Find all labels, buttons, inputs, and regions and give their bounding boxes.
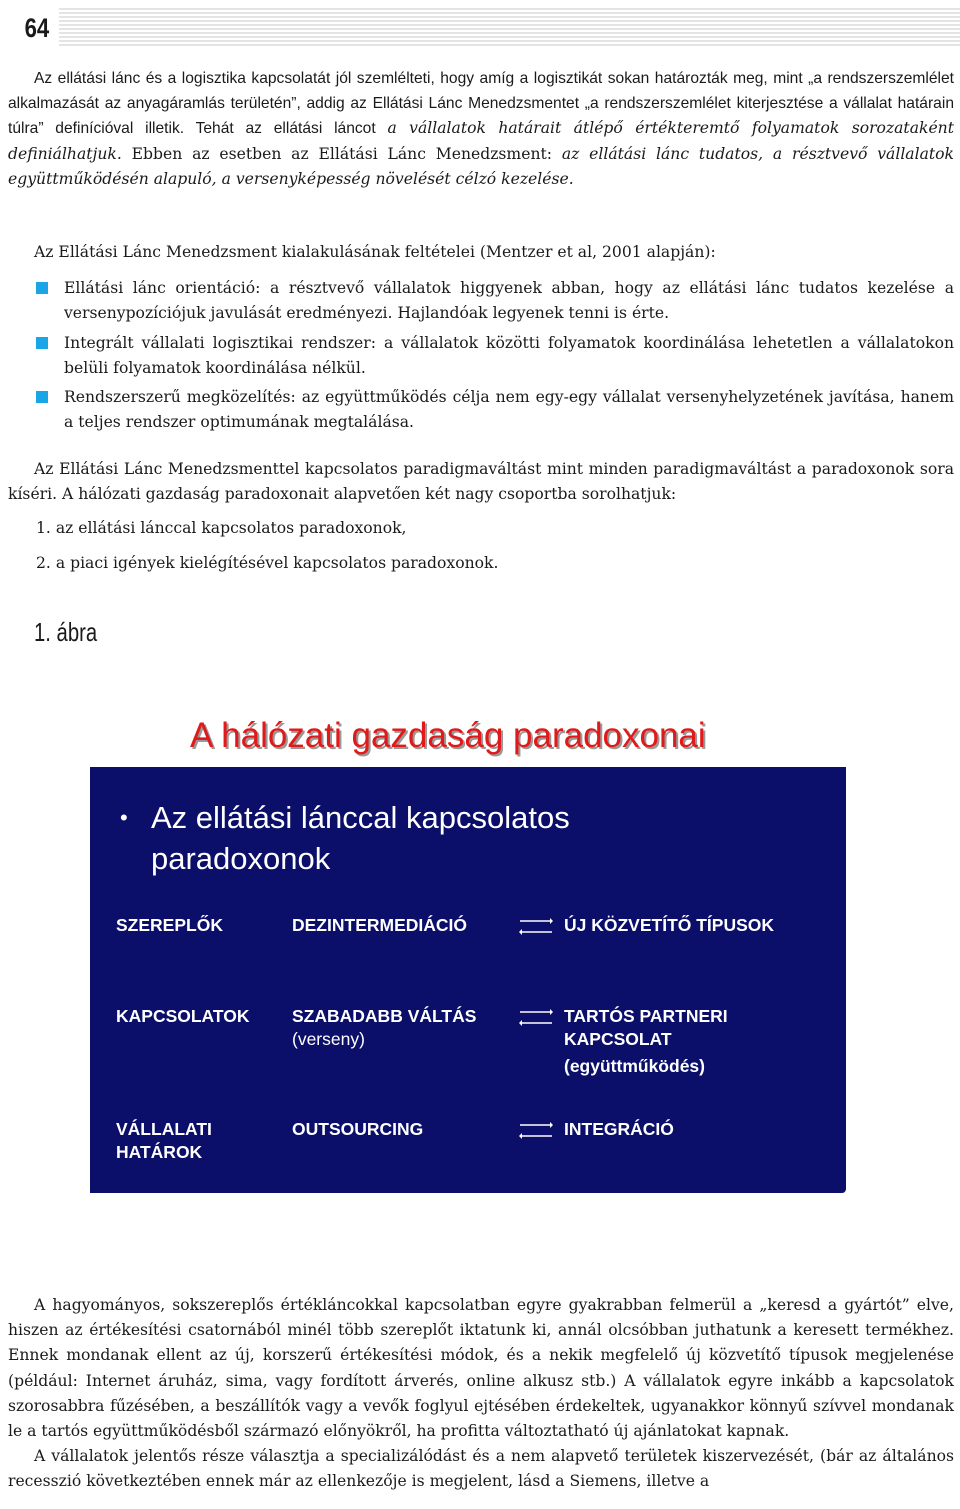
slide-title: A hálózati gazdaság paradoxonai (190, 716, 706, 755)
bidirectional-arrows-icon (519, 1006, 553, 1028)
list-item: Ellátási lánc orientáció: a résztvevő vállalatok higgyenek abban, hogy az ellátási lánc tudatos kezelése a versenypozíciójuk javulását eredményezi. Hajlandóak legyenek tenni is érte. (8, 276, 954, 326)
row3-col1: VÁLLALATI HATÁROK (116, 1119, 212, 1162)
paradigm-paragraph: Az Ellátási Lánc Menedzsmenttel kapcsolatos paradigmaváltást mint minden paradigmaváltást a paradoxonok sora kíséri. A hálózati gazdaság paradoxonait alapvetően két nagy csoportba sorolhatjuk: (8, 460, 954, 504)
slide-bullet-line-2: paradoxonok (151, 841, 331, 876)
closing-paragraph-1: A hagyományos, sokszereplős értékláncokkal kapcsolatban egyre gyakrabban felmerül a „keresd a gyártót” elve, hiszen az értékesítési csatornából minél több szereplőt iktatunk ki, annál olcsóbban juthatunk a keresett termékhez. Ennek mondanak ellent az új, korszerű értékesítési módok, és a nekik megfelelő új közvetítő típusok megjelenése (például: Internet áruház, sima, vagy fordított árverés, online alkusz stb.) A vállalatok egyre inkább a kapcsolatok szorosabbra fűzésében, a beszállítók vagy a vevők foglyul ejtésében érdekeltek, ugyanakkor könnyű szívvel mondanak le a tartós együttműködésből származó előnyökről, ha profitta változtatható új ajánlatokat kapnak. (8, 1296, 954, 1441)
row2-col3: TARTÓS PARTNERI KAPCSOLAT (együttműködés) (564, 1006, 728, 1076)
row2-col2: SZABADABB VÁLTÁS (verseny) (292, 1006, 477, 1049)
intro-paragraph (8, 66, 954, 192)
page-header (0, 8, 960, 48)
page-number: 64 (0, 8, 59, 48)
row2-col1: KAPCSOLATOK (116, 1006, 250, 1026)
paradigm-section (8, 457, 954, 576)
intro-text-1: Az ellátási lánc és a logisztika kapcsolatát jól szemlélteti, hogy amíg a logisztikát sokan határozták meg, mint „a rendszerszemlélet alkalmazását az anyagáramlás területén”, addig az Ellátási Lánc Menedzsmentet „a rendszerszemlélet kiterjesztése a vállalat határain túlra” definícióval illetik. Tehát az ellátási láncot (8, 70, 954, 138)
conditions-section (8, 240, 954, 435)
list-item: Rendszerszerű megközelítés: az együttműködés célja nem egy-egy vállalat versenyhelyzetének javítása, hanem a teljes rendszer optimumának megtalálása. (8, 385, 954, 435)
list-item: Integrált vállalati logisztikai rendszer: a vállalatok közötti folyamatok koordinálása lehetetlen a vállalatokon belüli folyamatok koordinálása nélkül. (8, 331, 954, 381)
bullet-dot: • (120, 805, 128, 830)
closing-paragraph-2: A vállalatok jelentős része választja a specializálódást és a nem alapvető területek kiszervezését, (bár az általános recesszió következtében ennek már az ellenkezője is megjelent, lásd a Siemens, illetve a (8, 1447, 954, 1491)
row3-col2: OUTSOURCING (292, 1119, 424, 1139)
conditions-heading: Az Ellátási Lánc Menedzsment kialakulásának feltételei (Mentzer et al, 2001 alapján): (34, 243, 716, 261)
intro-text-2: Ebben az esetben az Ellátási Lánc Menedzsment: (121, 144, 562, 163)
row3-col3: INTEGRÁCIÓ (564, 1119, 674, 1139)
bidirectional-arrows-icon (519, 915, 553, 937)
slide-panel (90, 767, 846, 1193)
list-item: 1. az ellátási lánccal kapcsolatos paradoxonok, (36, 519, 407, 538)
figure-label: 1. ábra (34, 617, 98, 647)
closing-section (8, 1293, 954, 1495)
bidirectional-arrows-icon (519, 1119, 553, 1141)
intro-emphasis-2: az ellátási lánc tudatos, a résztvevő vállalatok együttműködésén alapuló, a versenyképesség növelését célzó kezelése. (8, 144, 954, 188)
slide-bullet-line-1: Az ellátási lánccal kapcsolatos (151, 800, 570, 835)
conditions-list (8, 276, 954, 435)
list-item: 2. a piaci igények kielégítésével kapcsolatos paradoxonok. (36, 553, 499, 572)
row1-col2: DEZINTERMEDIÁCIÓ (292, 915, 467, 935)
intro-emphasis-1: a vállalatok határait átlépő értékteremtő folyamatok sorozataként definiálhatjuk. (8, 119, 954, 163)
paradox-groups-list (8, 516, 954, 575)
row1-col1: SZEREPLŐK (116, 915, 223, 935)
row1-col3: ÚJ KÖZVETÍTŐ TÍPUSOK (564, 915, 775, 935)
intro-section (8, 66, 954, 192)
